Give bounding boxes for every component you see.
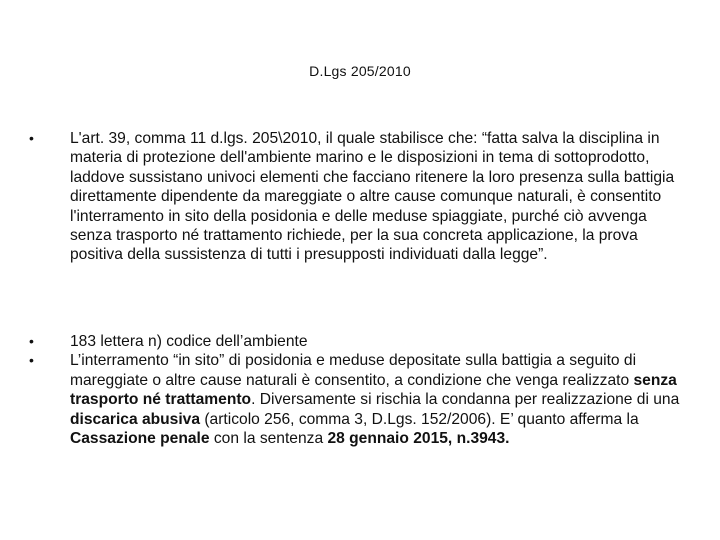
bold-text-segment: discarica abusiva xyxy=(70,410,201,428)
text-segment: . Diversamente si rischia la condanna per realizzazione di una xyxy=(251,391,680,409)
text-segment: L’interramento “in sito” di posidonia e meduse depositate sulla battigia a seguito di mareggiate o altre cause naturali è consentito, a condizione che venga realizzato xyxy=(70,352,637,389)
list-item-text: L'art. 39, comma 11 d.lgs. 205\2010, il quale stabilisce che: “fatta salva la disciplina in materia di protezione dell'ambiente marino e le disposizioni in tema di sottoprodotto, laddove sussistano univoci elementi che facciano ritenere la loro presenza sulla battigia direttamente dipendente da mareggiate o altre cause comunque naturali, è consentito l'interramento in sito della posidonia e delle meduse spiaggiate, purché ciò avvenga senza trasporto né trattamento richiede, per la sua concreta applicazione, la prova positiva della sussistenza di tutti i presupposti individuati dalla legge”. xyxy=(70,130,675,264)
bold-text-segment: senza trasporto né trattamento xyxy=(70,371,677,409)
text-segment: con la sentenza xyxy=(209,430,328,448)
bullet-icon: • xyxy=(29,333,34,349)
list-item xyxy=(29,332,689,351)
list-item-text: 183 lettera n) codice dell’ambiente xyxy=(70,333,308,350)
bold-text-segment: Cassazione penale xyxy=(70,430,210,448)
list-item-text xyxy=(70,352,679,447)
list-item xyxy=(29,351,689,448)
page-title: D.Lgs 205/2010 xyxy=(309,63,411,79)
list-item xyxy=(29,129,689,265)
text-segment: (articolo 256, comma 3, D.Lgs. 152/2006). E’ quanto afferma la xyxy=(200,410,639,428)
bullet-icon: • xyxy=(29,352,34,369)
bullet-icon: • xyxy=(29,130,34,146)
bold-text-segment: 28 gennaio 2015, n.3943. xyxy=(327,430,510,448)
bullet-list-secondary xyxy=(29,332,689,448)
bullet-list-main xyxy=(29,129,689,265)
